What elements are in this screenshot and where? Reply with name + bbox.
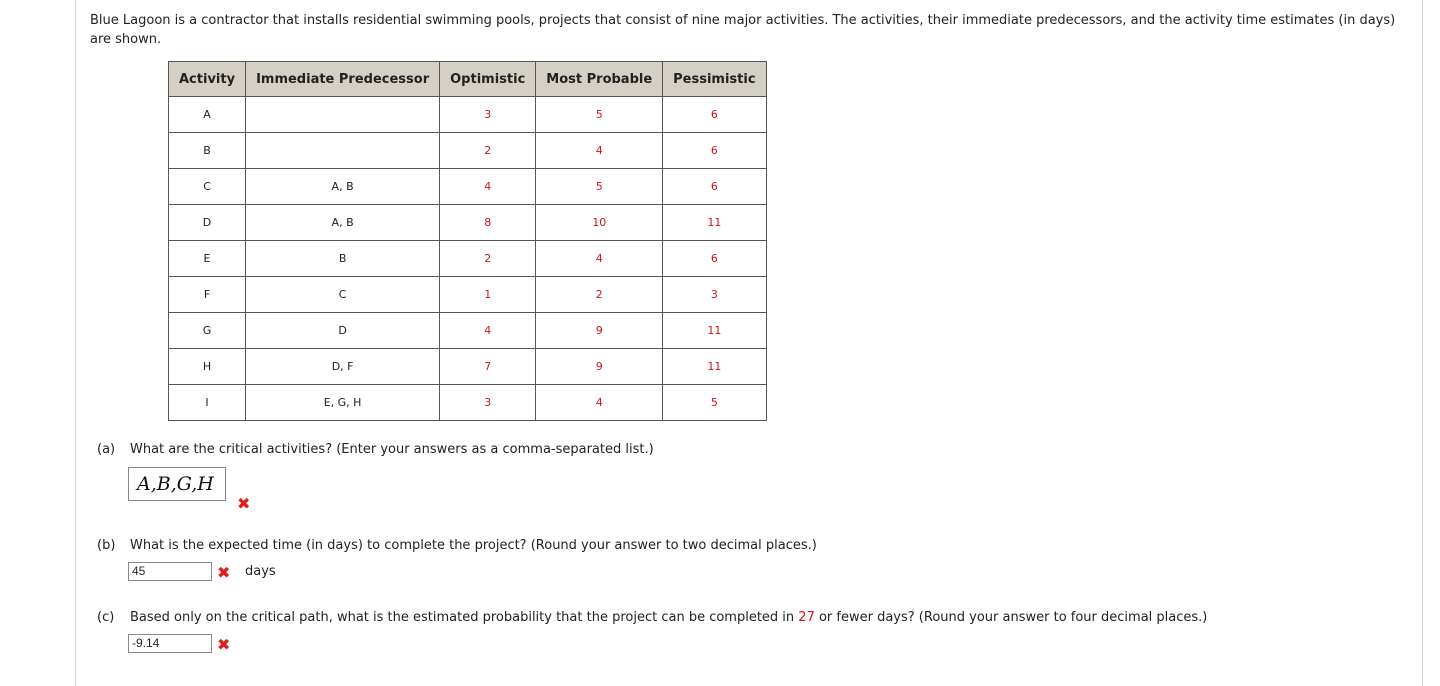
activity-table [168,61,767,421]
activity-cell: A [169,97,246,133]
optimistic-cell: 1 [440,277,536,313]
question-b-text: What is the expected time (in days) to complete the project? (Round your answer to two decimal places.) [130,538,817,553]
predecessor-cell: B [246,241,440,277]
table-row [169,169,767,205]
question-c-label: (c) [97,610,115,625]
header-activity: Activity [169,62,246,97]
predecessor-cell: D [246,313,440,349]
question-c-text-after: or fewer days? (Round your answer to four decimal places.) [814,610,1208,625]
x-mark-icon: ✖ [217,635,231,654]
table-row [169,205,767,241]
pessimistic-cell: 3 [663,277,766,313]
question-a [97,442,1397,458]
header-predecessor: Immediate Predecessor [246,62,440,97]
pessimistic-cell: 11 [663,205,766,241]
table-row [169,385,767,421]
table-row [169,313,767,349]
intro-line-1: Blue Lagoon is a contractor that installs residential swimming pools, projects that consist of nine major activities. The activities, their immediate predecessors, and the activity time estimates (in days) [90,13,1396,28]
activity-cell: D [169,205,246,241]
activity-cell: I [169,385,246,421]
most-probable-cell: 4 [536,133,663,169]
predecessor-cell: E, G, H [246,385,440,421]
most-probable-cell: 9 [536,349,663,385]
intro-line-2: are shown. [90,32,162,47]
most-probable-cell: 5 [536,97,663,133]
activity-cell: B [169,133,246,169]
answer-a-input[interactable]: A,B,G,H [128,467,226,501]
predecessor-cell: C [246,277,440,313]
x-mark-icon: ✖ [217,563,231,582]
answer-c-input[interactable]: -9.14 [128,634,212,653]
answer-b-unit: days [245,564,276,579]
question-a-label: (a) [97,442,116,457]
predecessor-cell: D, F [246,349,440,385]
most-probable-cell: 10 [536,205,663,241]
predecessor-cell: A, B [246,205,440,241]
header-optimistic: Optimistic [440,62,536,97]
question-b-label: (b) [97,538,116,553]
question-c-text [130,610,1207,626]
table-row [169,349,767,385]
optimistic-cell: 3 [440,385,536,421]
most-probable-cell: 5 [536,169,663,205]
most-probable-cell: 4 [536,241,663,277]
answer-b-input[interactable]: 45 [128,562,212,581]
activity-cell: H [169,349,246,385]
table-header-row [169,62,767,97]
table-row [169,241,767,277]
table-row [169,277,767,313]
predecessor-cell [246,133,440,169]
question-c [97,610,1417,626]
pessimistic-cell: 11 [663,349,766,385]
activity-cell: E [169,241,246,277]
most-probable-cell: 9 [536,313,663,349]
pessimistic-cell: 11 [663,313,766,349]
question-a-text: What are the critical activities? (Enter your answers as a comma-separated list.) [130,442,654,457]
table-row [169,97,767,133]
most-probable-cell: 4 [536,385,663,421]
optimistic-cell: 4 [440,169,536,205]
pessimistic-cell: 6 [663,169,766,205]
predecessor-cell: A, B [246,169,440,205]
header-pessimistic: Pessimistic [663,62,766,97]
question-b [97,538,1397,554]
optimistic-cell: 2 [440,241,536,277]
question-c-highlight: 27 [798,610,815,625]
problem-intro [90,11,1410,49]
optimistic-cell: 4 [440,313,536,349]
pessimistic-cell: 6 [663,241,766,277]
most-probable-cell: 2 [536,277,663,313]
pessimistic-cell: 6 [663,133,766,169]
optimistic-cell: 7 [440,349,536,385]
activity-cell: F [169,277,246,313]
optimistic-cell: 8 [440,205,536,241]
pessimistic-cell: 5 [663,385,766,421]
table-row [169,133,767,169]
pessimistic-cell: 6 [663,97,766,133]
question-c-text-before: Based only on the critical path, what is the estimated probability that the project can be completed in [130,610,799,625]
optimistic-cell: 3 [440,97,536,133]
x-mark-icon: ✖ [237,494,251,513]
header-most-probable: Most Probable [536,62,663,97]
table-body [169,97,767,421]
optimistic-cell: 2 [440,133,536,169]
activity-cell: C [169,169,246,205]
predecessor-cell [246,97,440,133]
activity-cell: G [169,313,246,349]
